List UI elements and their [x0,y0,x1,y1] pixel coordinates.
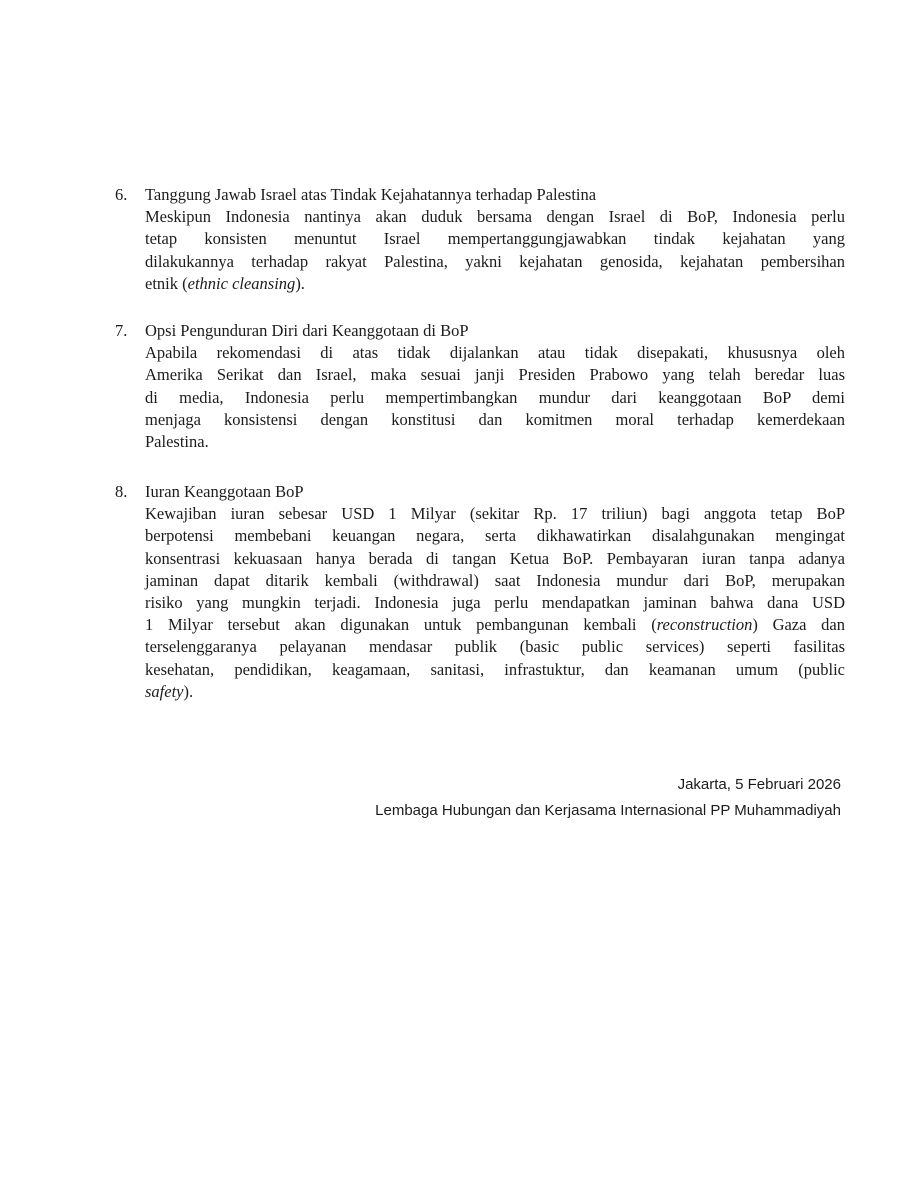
body-line: berpotensi membebani keuangan negara, serta dikhawatirkan disalahgunakan mengingat [145,526,845,546]
italic-term: safety [145,681,184,701]
item-number: 6. [115,185,128,204]
item-number: 7. [115,321,128,340]
body-line: Kewajiban iuran sebesar USD 1 Milyar (sekitar Rp. 17 triliun) bagi anggota tetap BoP [145,504,845,524]
body-line: Meskipun Indonesia nantinya akan duduk bersama dengan Israel di BoP, Indonesia perlu [145,207,845,227]
body-line: Amerika Serikat dan Israel, maka sesuai janji Presiden Prabowo yang telah beredar luas [145,365,845,385]
italic-term: ethnic cleansing [187,273,296,293]
body-line: jaminan dapat ditarik kembali (withdrawal) saat Indonesia mundur dari BoP, merupakan [145,570,845,590]
item-heading: Opsi Pengunduran Diri dari Keanggotaan di BoP [145,321,469,340]
body-line: dilakukannya terhadap rakyat Palestina, yakni kejahatan genosida, kejahatan pembersihan [145,251,845,271]
body-line: risiko yang mungkin terjadi. Indonesia juga perlu mendapatkan jaminan bahwa dana USD [145,593,845,613]
item-body [145,206,845,295]
body-line: kesehatan, pendidikan, keagamaan, sanitasi, infrastuktur, dan keamanan umum (public [145,659,845,679]
body-line [145,681,845,703]
item-body [145,342,845,453]
list-item-6 [115,184,845,295]
body-text: ). [295,273,305,293]
signature-date: Jakarta, 5 Februari 2026 [677,776,841,793]
body-line: Apabila rekomendasi di atas tidak dijalankan atau tidak disepakati, khususnya oleh [145,343,845,363]
item-body [145,503,845,703]
body-line [145,614,845,636]
body-line: terselenggaranya pelayanan mendasar publik (basic public services) seperti fasilitas [145,637,845,657]
body-line [145,273,845,295]
body-text: ). [183,681,194,701]
body-text: etnik ( [145,273,188,293]
list-item-7 [115,320,845,453]
body-line: menjaga konsistensi dengan konstitusi dan komitmen moral terhadap kemerdekaan [145,409,845,429]
signature-institution: Lembaga Hubungan dan Kerjasama Internasional PP Muhammadiyah [375,802,841,819]
body-line: konsentrasi kekuasaan hanya berada di tangan Ketua BoP. Pembayaran iuran tanpa adanya [145,548,845,568]
body-line: Palestina. [145,432,209,452]
body-line: tetap konsisten menuntut Israel mempertanggungjawabkan tindak kejahatan yang [145,229,845,249]
list-item-8 [115,481,845,703]
item-number: 8. [115,482,128,501]
item-heading: Tanggung Jawab Israel atas Tindak Kejahatannya terhadap Palestina [145,185,597,204]
body-line: di media, Indonesia perlu mempertimbangkan mundur dari keanggotaan BoP demi [145,387,845,407]
body-text: 1 Milyar tersebut akan digunakan untuk pembangunan kembali ( [145,615,657,635]
body-text: ) Gaza dan [752,615,845,635]
item-heading: Iuran Keanggotaan BoP [145,482,304,501]
italic-term: reconstruction [656,615,753,635]
